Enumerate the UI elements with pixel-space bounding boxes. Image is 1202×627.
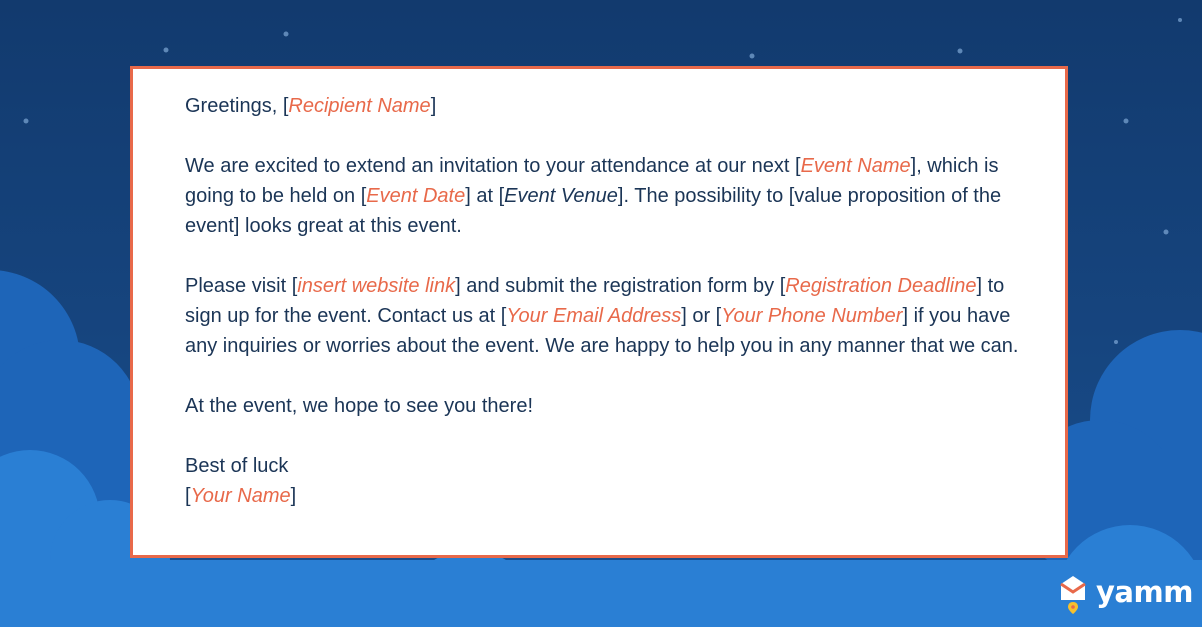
signoff bbox=[185, 451, 1025, 511]
registration-deadline-placeholder: Registration Deadline bbox=[785, 275, 977, 297]
event-date-placeholder: Event Date bbox=[366, 185, 466, 207]
brand-name: yamm bbox=[1096, 575, 1193, 609]
paragraph-invitation bbox=[185, 151, 1025, 241]
paragraph-text: We are excited to extend an invitation to your attendance at our next [ bbox=[185, 155, 801, 177]
bracket-open: [ bbox=[185, 485, 191, 507]
email-template-card bbox=[130, 66, 1068, 558]
email-address-placeholder: Your Email Address bbox=[506, 305, 682, 327]
paragraph-text: ] at [ bbox=[465, 185, 505, 207]
paragraph-text: ] and submit the registration form by [ bbox=[455, 275, 786, 297]
event-name-placeholder: Event Name bbox=[800, 155, 911, 177]
recipient-name-placeholder: Recipient Name bbox=[288, 95, 431, 117]
yamm-logo bbox=[1058, 574, 1193, 614]
paragraph-text: ] if you have any inquiries or worries about the event. We are happy to help you in any manner that we can. bbox=[185, 305, 1019, 357]
paragraph-text: Please visit [ bbox=[185, 275, 298, 297]
website-link-placeholder: insert website link bbox=[297, 275, 456, 297]
paragraph-registration bbox=[185, 271, 1025, 361]
paragraph-text: ] to sign up for the event. Contact us at [ bbox=[185, 275, 1005, 327]
paragraph-text: ]. The possibility to [value proposition of the event] looks great at this event. bbox=[185, 185, 1002, 237]
paragraph-closing-remark: At the event, we hope to see you there! bbox=[185, 395, 534, 417]
bracket-close: ] bbox=[290, 485, 297, 507]
bracket-close: ] bbox=[430, 95, 437, 117]
envelope-pin-icon bbox=[1058, 574, 1088, 614]
greeting-text: Greetings, [ bbox=[185, 95, 289, 117]
paragraph-text: ], which is going to be held on [ bbox=[185, 155, 999, 207]
event-venue-placeholder: Event Venue bbox=[504, 185, 618, 207]
letter-body bbox=[185, 91, 1025, 511]
phone-number-placeholder: Your Phone Number bbox=[721, 305, 903, 327]
greeting-line bbox=[185, 91, 1025, 121]
paragraph-text: ] or [ bbox=[681, 305, 722, 327]
closing-text: Best of luck bbox=[185, 455, 289, 477]
your-name-placeholder: Your Name bbox=[190, 485, 291, 507]
